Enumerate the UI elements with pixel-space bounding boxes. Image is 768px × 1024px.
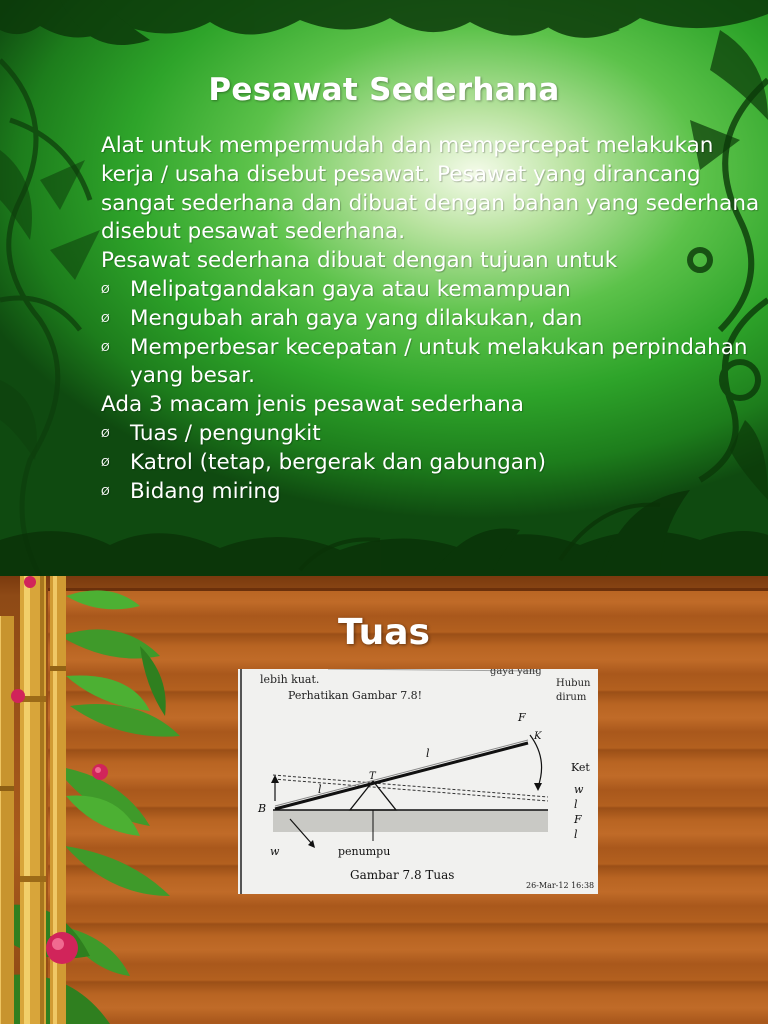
list-item: Ø Bidang miring (101, 478, 761, 507)
label-b: B (258, 802, 267, 815)
lever-figure (238, 669, 598, 894)
bullet-marker-icon: Ø (101, 426, 110, 440)
slide-title: Tuas (338, 612, 430, 653)
label-penumpu: penumpu (338, 845, 391, 858)
label-k: K (534, 731, 542, 742)
fig-text-1: lebih kuat. (260, 673, 320, 686)
legend-item: F (574, 813, 582, 826)
slide-body (101, 132, 761, 506)
fig-text-cut: gaya yang (490, 669, 542, 677)
types-paragraph: Ada 3 macam jenis pesawat sederhana (101, 392, 524, 418)
intro-paragraph: Alat untuk mempermudah dan mempercepat melakukan kerja / usaha disebut pesawat. Pesawat yang dirancang sangat sederhana dan dibuat dengan bahan yang sederhana disebut pesawat sederhana. (101, 133, 760, 245)
purpose-paragraph: Pesawat sederhana dibuat dengan tujuan untuk (101, 248, 618, 274)
legend-title: Ket (571, 761, 590, 774)
scan-timestamp: 26-Mar-12 16:38 (526, 881, 595, 890)
list-item: Ø Tuas / pengungkit (101, 420, 761, 449)
fig-text-right-1: Hubun (556, 678, 591, 689)
list-item: Ø Mengubah arah gaya yang dilakukan, dan (101, 305, 761, 334)
lever-beam (275, 743, 528, 809)
label-lb: l (318, 783, 322, 796)
ground-shading (273, 810, 548, 832)
slide-title: Pesawat Sederhana (208, 72, 560, 108)
bullet-marker-icon: Ø (101, 484, 110, 498)
fig-text-right-2: dirum (556, 692, 587, 703)
label-wb: w (270, 845, 280, 858)
slide-tuas (0, 576, 768, 1024)
label-fk: F (518, 711, 526, 724)
fulcrum (350, 781, 396, 810)
list-item: Ø Katrol (tetap, bergerak dan gabungan) (101, 449, 761, 478)
bullet-marker-icon: Ø (101, 282, 110, 296)
bullet-marker-icon: Ø (101, 311, 110, 325)
legend-item: l (574, 828, 578, 841)
fig-text-2: Perhatikan Gambar 7.8! (288, 689, 423, 702)
bullet-marker-icon: Ø (101, 455, 110, 469)
label-t: T (369, 771, 376, 782)
bullet-marker-icon: Ø (101, 340, 110, 354)
lever-diagram (238, 669, 598, 894)
list-item: Ø Melipatgandakan gaya atau kemampuan (101, 276, 761, 305)
figure-caption: Gambar 7.8 Tuas (350, 868, 455, 882)
label-lk: l (426, 747, 430, 760)
list-item: Ø Memperbesar kecepatan / untuk melakukan perpindahan yang besar. (101, 334, 748, 389)
legend-item: w (574, 783, 584, 796)
legend-item: l (574, 798, 578, 811)
